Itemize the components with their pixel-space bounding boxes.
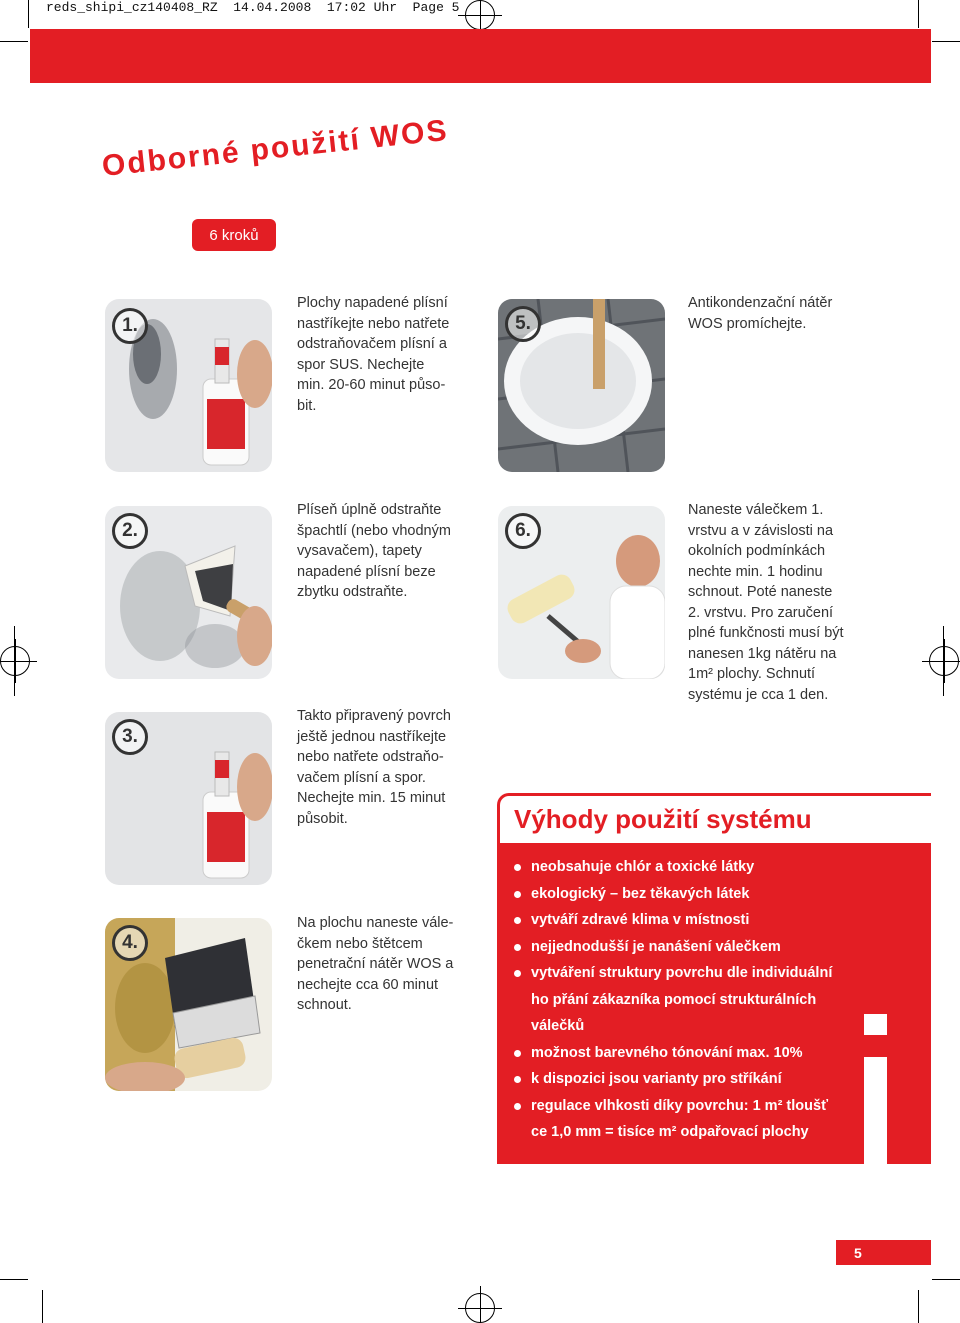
bullet-icon bbox=[514, 891, 521, 898]
crop-mark bbox=[932, 1279, 960, 1280]
advantage-item bbox=[514, 1066, 844, 1093]
advantage-item bbox=[514, 934, 844, 961]
advantage-text: nejjednodušší je nanášení válečkem bbox=[531, 938, 781, 955]
crop-mark bbox=[932, 41, 960, 42]
advantage-item bbox=[514, 987, 844, 1014]
registration-mark-icon bbox=[465, 1293, 495, 1323]
page-number: 5 bbox=[836, 1240, 931, 1265]
step-3-text: Takto připravený povrch ještě jednou nastříkejte nebo natřete odstraňo- vačem plísní a spor. Nechejte min. 15 minut působit. bbox=[297, 708, 451, 827]
advantage-text: regulace vlhkosti díky povrchu: 1 m² tloušť bbox=[531, 1097, 829, 1114]
step-6-text: Naneste válečkem 1. vrstvu a v závislosti na okolních podmínkách nechte min. 1 hodinu schnout. Poté naneste 2. vrstvu. Pro zaručení plné funkčnosti musí být nanesen 1kg nátěru na 1m² plochy. Schnutí systému je cca 1 den. bbox=[688, 502, 844, 703]
bullet-icon bbox=[514, 944, 521, 951]
advantage-text: ho přání zákazníka pomocí strukturálních bbox=[531, 991, 817, 1008]
advantage-item bbox=[514, 854, 844, 881]
bullet-icon bbox=[514, 1103, 521, 1110]
advantage-text: vytváří zdravé klima v místnosti bbox=[531, 912, 750, 928]
step-2-number: 2. bbox=[112, 513, 148, 549]
advantage-item bbox=[514, 1093, 844, 1120]
step-6-number: 6. bbox=[505, 513, 541, 549]
registration-mark-icon bbox=[0, 646, 30, 676]
advantages-title: Výhody použití systému bbox=[514, 804, 812, 834]
info-icon-stem bbox=[864, 1057, 887, 1164]
registration-mark-icon bbox=[465, 0, 495, 30]
bullet-icon bbox=[514, 1050, 521, 1057]
bullet-icon bbox=[514, 970, 521, 977]
advantage-item bbox=[514, 1119, 844, 1146]
info-icon bbox=[864, 1014, 887, 1035]
advantage-text: ce 1,0 mm = tisíce m² odpařovací plochy bbox=[531, 1124, 809, 1140]
advantage-text: válečků bbox=[531, 1018, 585, 1034]
advantage-item bbox=[514, 1040, 844, 1067]
crop-mark bbox=[0, 41, 28, 42]
printer-header: reds_shipi_cz140408_RZ 14.04.2008 17:02 Uhr Page 5 bbox=[46, 0, 460, 15]
step-3-number: 3. bbox=[112, 719, 148, 755]
advantage-text: vytváření struktury povrchu dle individuální bbox=[531, 965, 833, 981]
crop-mark bbox=[42, 1290, 43, 1323]
header-band bbox=[30, 29, 931, 83]
crop-mark bbox=[918, 1290, 919, 1323]
crop-mark bbox=[0, 1279, 28, 1280]
bullet-icon bbox=[514, 864, 521, 871]
advantage-item bbox=[514, 1013, 844, 1040]
step-5-text: Antikondenzační nátěr WOS promíchejte. bbox=[688, 295, 833, 332]
advantage-text: možnost barevného tónování max. 10% bbox=[531, 1044, 803, 1061]
steps-badge: 6 kroků bbox=[192, 219, 276, 251]
advantage-item bbox=[514, 907, 844, 934]
bullet-icon bbox=[514, 917, 521, 924]
step-5-number: 5. bbox=[505, 306, 541, 342]
crop-mark bbox=[28, 0, 29, 28]
page-title: Odborné použití WOS bbox=[100, 113, 450, 184]
step-1-text: Plochy napadené plísní nastříkejte nebo natřete odstraňovačem plísní a spor SUS. Nechejte min. 20-60 minut půso- bit. bbox=[297, 295, 450, 414]
advantage-item bbox=[514, 881, 844, 908]
advantage-text: k dispozici jsou varianty pro stříkání bbox=[531, 1071, 782, 1087]
registration-mark-icon bbox=[929, 646, 959, 676]
bullet-icon bbox=[514, 1076, 521, 1083]
crop-mark bbox=[918, 0, 919, 28]
step-4-text: Na plochu naneste vále- čkem nebo štětcem penetrační nátěr WOS a nechejte cca 60 minut schnout. bbox=[297, 915, 454, 1013]
step-1-number: 1. bbox=[112, 308, 148, 344]
advantage-text: ekologický – bez těkavých látek bbox=[531, 885, 750, 902]
step-4-number: 4. bbox=[112, 925, 148, 961]
advantages-list bbox=[514, 854, 844, 1146]
step-2-text: Plíseň úplně odstraňte špachtlí (nebo vhodným vysavačem), tapety napadené plísní beze zbytku odstraňte. bbox=[297, 502, 451, 600]
advantage-text: neobsahuje chlór a toxické látky bbox=[531, 859, 755, 875]
advantage-item bbox=[514, 960, 844, 987]
